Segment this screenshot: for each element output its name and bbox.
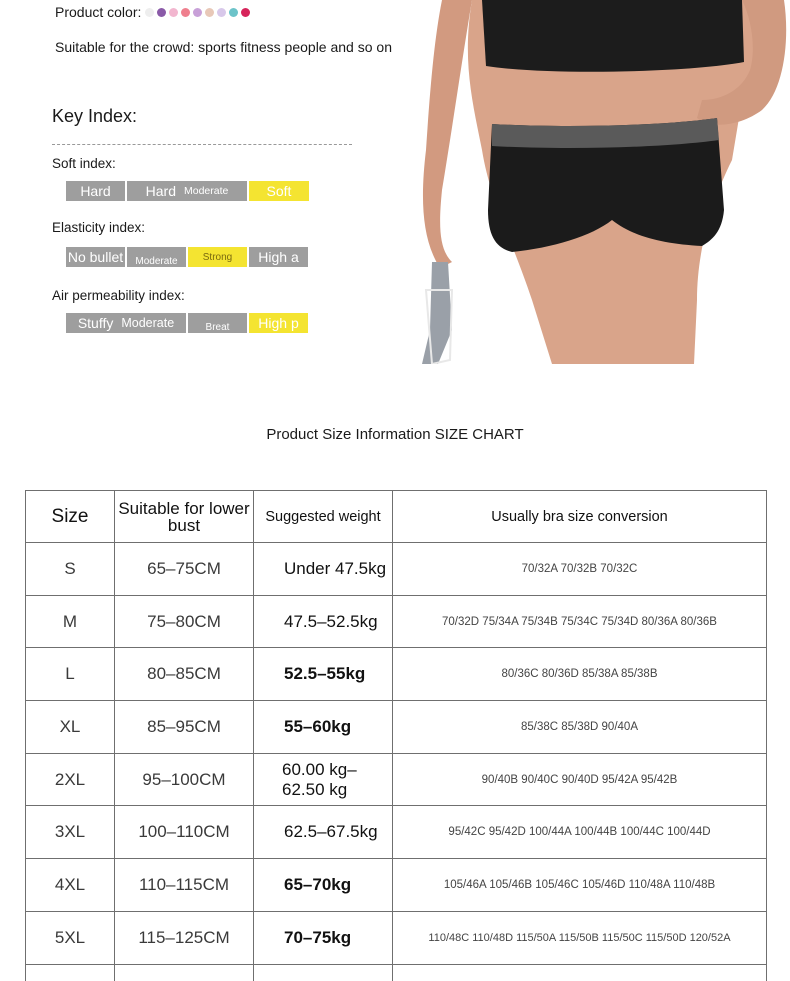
cell-weight: Under 47.5kg bbox=[254, 543, 393, 596]
color-swatch bbox=[145, 8, 154, 17]
key-index-title: Key Index: bbox=[52, 106, 138, 126]
product-color-label: Product color: bbox=[55, 4, 142, 20]
color-swatch bbox=[157, 8, 166, 17]
table-row bbox=[26, 648, 767, 701]
cell-weight: 52.5–55kg bbox=[254, 648, 393, 701]
crowd-text: Suitable for the crowd: sports fitness people and so on bbox=[55, 39, 392, 55]
cell-bust: 75–80CM bbox=[115, 595, 254, 648]
cell-size: 4XL bbox=[26, 859, 115, 912]
soft-index-cell: Hard Moderate bbox=[127, 181, 247, 201]
cell-bust: 85–95CM bbox=[115, 701, 254, 754]
size-chart-table bbox=[25, 490, 767, 981]
product-info-section bbox=[0, 0, 790, 380]
color-swatch bbox=[205, 8, 214, 17]
cell-bra: 70/32D 75/34A 75/34B 75/34C 75/34D 80/36A 80/36B bbox=[393, 595, 767, 648]
cell-weight: 55–60kg bbox=[254, 701, 393, 754]
cell-bust bbox=[115, 964, 254, 981]
cell-bust: 100–110CM bbox=[115, 806, 254, 859]
table-row bbox=[26, 964, 767, 981]
size-chart-header-row bbox=[26, 491, 767, 543]
cell-size: 3XL bbox=[26, 806, 115, 859]
header-bra-conversion: Usually bra size conversion bbox=[393, 491, 767, 543]
elasticity-index-cell-active: Strong bbox=[188, 247, 247, 267]
cell-bust: 80–85CM bbox=[115, 648, 254, 701]
elasticity-index-cell: Moderate bbox=[127, 247, 186, 267]
cell-weight: 70–75kg bbox=[254, 911, 393, 964]
elasticity-index-cell: High a bbox=[249, 247, 308, 267]
soft-index-cell: Hard bbox=[66, 181, 125, 201]
color-swatch bbox=[193, 8, 202, 17]
elasticity-index-cell: No bullet bbox=[67, 249, 124, 265]
cell-bra: 70/32A 70/32B 70/32C bbox=[393, 543, 767, 596]
color-swatch bbox=[181, 8, 190, 17]
key-index-divider bbox=[52, 144, 352, 145]
cell-bra: 80/36C 80/36D 85/38A 85/38B bbox=[393, 648, 767, 701]
color-swatch bbox=[229, 8, 238, 17]
cell-weight: 60.00 kg–62.50 kg bbox=[254, 753, 393, 806]
color-swatch bbox=[241, 8, 250, 17]
cell-weight: 47.5–52.5kg bbox=[254, 595, 393, 648]
table-row bbox=[26, 911, 767, 964]
cell-size: S bbox=[26, 543, 115, 596]
cell-weight: 62.5–67.5kg bbox=[254, 806, 393, 859]
cell-bra: 85/38C 85/38D 90/40A bbox=[393, 701, 767, 754]
air-index-cell: Breat bbox=[188, 313, 247, 333]
cell-weight bbox=[254, 964, 393, 981]
cell-size: XL bbox=[26, 701, 115, 754]
model-photo bbox=[412, 0, 790, 364]
cell-bra bbox=[393, 964, 767, 981]
cell-size bbox=[26, 964, 115, 981]
header-lower-bust: Suitable for lower bust bbox=[115, 491, 254, 543]
cell-size: L bbox=[26, 648, 115, 701]
size-chart-title: Product Size Information SIZE CHART bbox=[266, 426, 524, 443]
cell-bust: 65–75CM bbox=[115, 543, 254, 596]
cell-bra: 90/40B 90/40C 90/40D 95/42A 95/42B bbox=[393, 753, 767, 806]
cell-bust: 110–115CM bbox=[115, 859, 254, 912]
header-size: Size bbox=[26, 491, 115, 543]
table-row bbox=[26, 753, 767, 806]
cell-bust: 115–125CM bbox=[115, 911, 254, 964]
table-row bbox=[26, 595, 767, 648]
cell-bra: 110/48C 110/48D 115/50A 115/50B 115/50C 115/50D 120/52A bbox=[393, 911, 767, 964]
air-index-cell: Stuffy Moderate bbox=[66, 313, 186, 333]
table-row bbox=[26, 543, 767, 596]
air-index-cell-active: High p bbox=[249, 313, 308, 333]
soft-index-bar bbox=[66, 181, 309, 201]
elasticity-index-label: Elasticity index: bbox=[52, 220, 146, 235]
cell-size: M bbox=[26, 595, 115, 648]
cell-size: 2XL bbox=[26, 753, 115, 806]
product-color-row bbox=[55, 4, 250, 20]
cell-size: 5XL bbox=[26, 911, 115, 964]
cell-bra: 105/46A 105/46B 105/46C 105/46D 110/48A 110/48B bbox=[393, 859, 767, 912]
table-row bbox=[26, 859, 767, 912]
elasticity-index-bar bbox=[66, 247, 308, 267]
color-swatch bbox=[169, 8, 178, 17]
color-swatch bbox=[217, 8, 226, 17]
cell-bust: 95–100CM bbox=[115, 753, 254, 806]
cell-bra: 95/42C 95/42D 100/44A 100/44B 100/44C 100/44D bbox=[393, 806, 767, 859]
cell-weight: 65–70kg bbox=[254, 859, 393, 912]
soft-index-label: Soft index: bbox=[52, 156, 116, 171]
table-row bbox=[26, 806, 767, 859]
header-suggested-weight: Suggested weight bbox=[254, 491, 393, 543]
color-swatches bbox=[145, 8, 250, 17]
table-row bbox=[26, 701, 767, 754]
air-permeability-index-label: Air permeability index: bbox=[52, 288, 185, 303]
soft-index-cell-active: Soft bbox=[249, 181, 309, 201]
air-permeability-index-bar bbox=[66, 313, 308, 333]
